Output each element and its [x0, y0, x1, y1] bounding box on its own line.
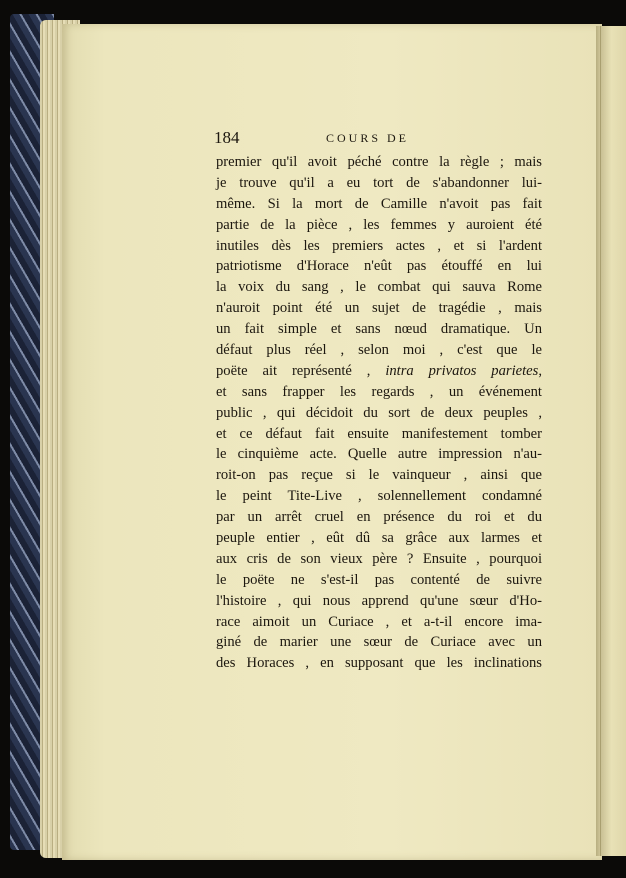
text-line: des Horaces , en supposant que les inclinations: [216, 655, 542, 672]
text-line: et ce défaut fait ensuite manifestement tomber: [216, 425, 542, 442]
running-head: COURS DE: [326, 131, 410, 145]
text-line: un fait simple et sans nœud dramatique. Un: [216, 321, 542, 338]
text-line: le poëte ne s'est-il pas contenté de suivre: [216, 571, 542, 588]
text-line: partie de la pièce , les femmes y auroient été: [216, 216, 542, 233]
text-line: giné de marier une sœur de Curiace avec un: [216, 634, 542, 651]
text-line: race aimoit un Curiace , et a-t-il encore ima-: [216, 613, 542, 630]
text-line: l'histoire , qui nous apprend qu'une sœur d'Ho-: [216, 592, 542, 609]
text-line: patriotisme d'Horace n'eût pas étouffé en lui: [216, 258, 542, 275]
text-line: même. Si la mort de Camille n'avoit pas fait: [216, 195, 542, 212]
text-line: public , qui décidoit du sort de deux peuples ,: [216, 404, 542, 421]
text-line: aux cris de son vieux père ? Ensuite , pourquoi: [216, 550, 542, 567]
text-line: la voix du sang , le combat qui sauva Rome: [216, 279, 542, 296]
text-line: premier qu'il avoit péché contre la règle ; mais: [216, 154, 542, 170]
text-line: le peint Tite-Live , solennellement condamné: [216, 488, 542, 505]
page-number: 184: [214, 128, 240, 147]
text-line: inutiles dès les premiers actes , et si l'ardent: [216, 237, 542, 254]
text-line: n'auroit point été un sujet de tragédie , mais: [216, 300, 542, 317]
body-text: [216, 152, 542, 674]
facing-page-edge: [600, 26, 626, 856]
text-line-with-italic: poëte ait représenté , intra privatos parietes,: [216, 362, 542, 379]
page-header: [214, 128, 544, 150]
text-line: par un arrêt cruel en présence du roi et du: [216, 509, 542, 526]
italic-phrase: intra privatos parietes: [385, 362, 539, 379]
text-line: le cinquième acte. Quelle autre impression n'au-: [216, 446, 542, 463]
text-segment: poëte ait représenté ,: [216, 362, 371, 379]
text-line: peuple entier , eût dû sa grâce aux larmes et: [216, 530, 542, 547]
text-line: je trouve qu'il a eu tort de s'abandonner lui-: [216, 174, 542, 191]
text-line: défaut plus réel , selon moi , c'est que le: [216, 342, 542, 359]
text-line: et sans frapper les regards , un événement: [216, 383, 542, 400]
text-line: roit-on pas reçue si le vainqueur , ainsi que: [216, 467, 542, 484]
